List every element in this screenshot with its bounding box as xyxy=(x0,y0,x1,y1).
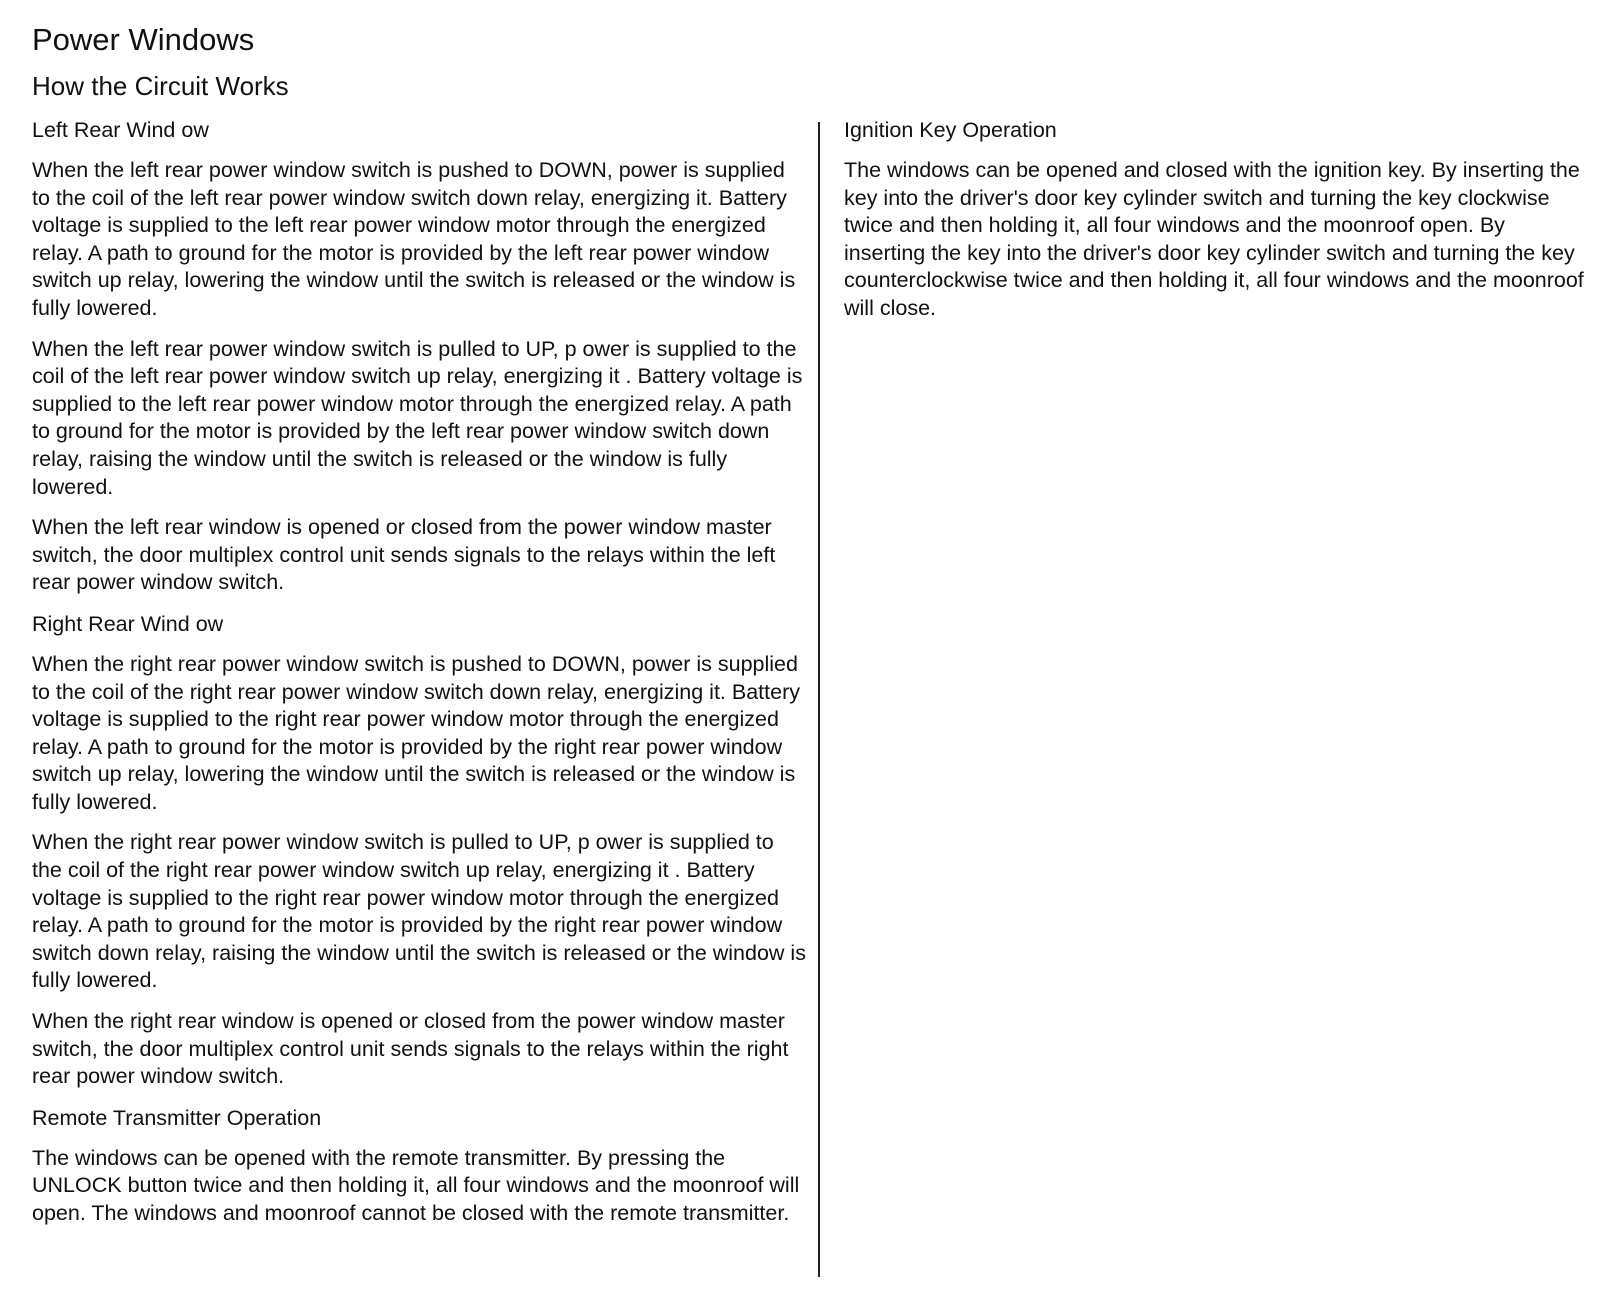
left-column xyxy=(32,116,807,1241)
section-ignition-key-operation xyxy=(844,116,1600,323)
section-heading: Remote Transmitter Operation xyxy=(32,1105,322,1130)
paragraph: When the left rear power window switch is pushed to DOWN, power is supplied to the coil of the left rear power window switch down relay, energizing it. Battery voltage is supplied to the left rear power window motor through the energized relay. A path to ground for the motor is provided by the left rear power window switch up relay, lowering the window until the switch is released or the window is fully lowered. xyxy=(32,158,796,320)
paragraph: When the right rear window is opened or closed from the power window master switch, the door multiplex control unit sends signals to the relays within the right rear power window switch. xyxy=(32,1009,789,1089)
page-title: Power Windows xyxy=(32,22,255,57)
paragraph: The windows can be opened with the remote transmitter. By pressing the UNLOCK button twice and then holding it, all four windows and the moonroof will open. The windows and moonroof cannot be closed with the remote transmitter. xyxy=(32,1145,800,1225)
page-subtitle: How the Circuit Works xyxy=(32,71,289,101)
section-remote-transmitter-operation xyxy=(32,1104,807,1228)
paragraph: When the left rear power window switch is pulled to UP, p ower is supplied to the coil of the left rear power window switch up relay, energizing it . Battery voltage is supplied to the left rear power window motor through the energized relay. A path to ground for the motor is provided by the left rear power window switch down relay, raising the window until the switch is released or the window is fully lowered. xyxy=(32,336,803,499)
section-heading: Ignition Key Operation xyxy=(844,118,1057,142)
section-heading: Right Rear Wind ow xyxy=(32,611,224,636)
column-divider xyxy=(818,122,820,1277)
right-column xyxy=(844,116,1600,336)
paragraph: When the right rear power window switch is pushed to DOWN, power is supplied to the coil of the right rear power window switch down relay, energizing it. Battery voltage is supplied to the right rear power window motor through the energized relay. A path to ground for the motor is provided by the right rear power window switch up relay, lowering the window until the switch is released or the window is fully lowered. xyxy=(32,651,800,814)
paragraph: When the right rear power window switch is pulled to UP, p ower is supplied to the coil of the right rear power window switch up relay, energizing it . Battery voltage is supplied to the right rear power window motor through the energized relay. A path to ground for the motor is provided by the right rear power window switch down relay, raising the window until the switch is released or the window is fully lowered. xyxy=(32,830,806,993)
section-heading: Left Rear Wind ow xyxy=(32,118,209,142)
section-left-rear-window xyxy=(32,116,807,597)
paragraph: The windows can be opened and closed with the ignition key. By inserting the key into the driver's door key cylinder switch and turning the key clockwise twice and then holding it, all four windows and the moonroof open. By inserting the key into the driver's door key cylinder switch and turning the key counterclockwise twice and then holding it, all four windows and the moonroof will close. xyxy=(844,158,1584,320)
paragraph: When the left rear window is opened or closed from the power window master switch, the door multiplex control unit sends signals to the relays within the left rear power window switch. xyxy=(32,515,776,595)
section-right-rear-window xyxy=(32,610,807,1091)
